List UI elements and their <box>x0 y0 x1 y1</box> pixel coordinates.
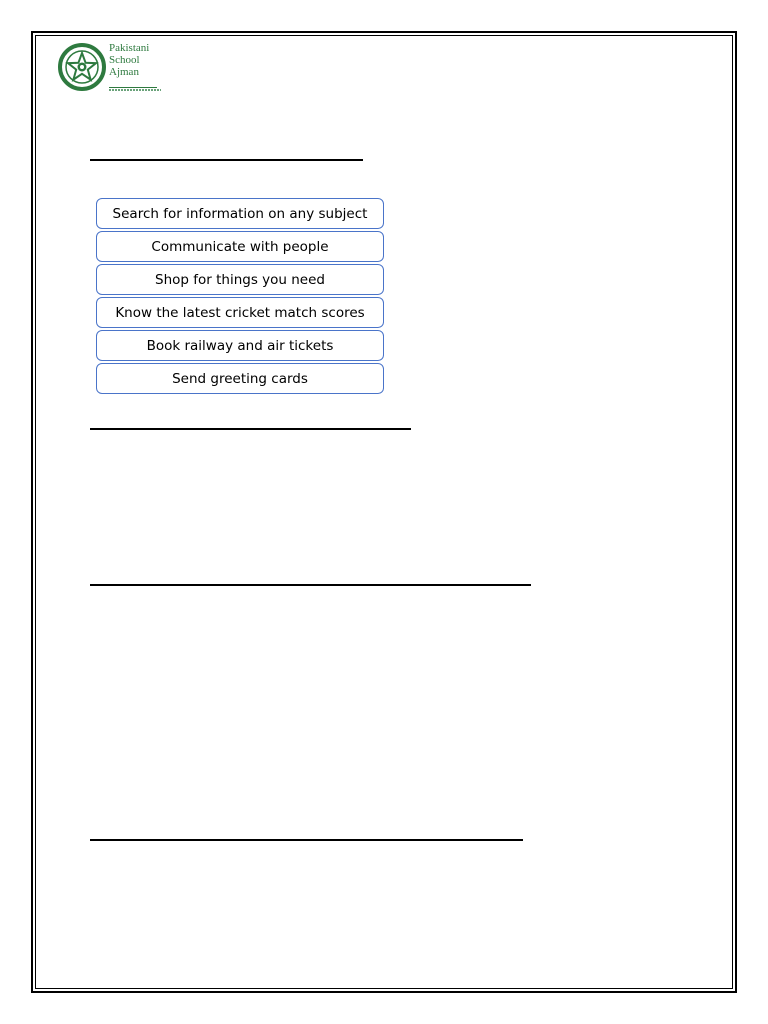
school-name-line-1: Pakistani <box>109 42 150 54</box>
school-name-line-3: Ajman <box>109 66 139 78</box>
list-item: Communicate with people <box>96 231 384 262</box>
internet-uses-list <box>96 198 384 396</box>
school-name <box>109 42 149 78</box>
list-item: Know the latest cricket match scores <box>96 297 384 328</box>
logo-underline <box>109 87 157 88</box>
logo-tagline <box>109 89 161 91</box>
school-name-line-2: School <box>109 54 140 66</box>
answer-line-2 <box>90 428 411 430</box>
list-item: Book railway and air tickets <box>96 330 384 361</box>
answer-line-1 <box>90 159 363 161</box>
list-item: Shop for things you need <box>96 264 384 295</box>
answer-line-4 <box>90 839 523 841</box>
list-item: Send greeting cards <box>96 363 384 394</box>
answer-line-3 <box>90 584 531 586</box>
page-border-inner <box>35 35 733 989</box>
school-logo <box>58 42 168 94</box>
list-item: Search for information on any subject <box>96 198 384 229</box>
school-emblem-icon <box>58 43 106 91</box>
